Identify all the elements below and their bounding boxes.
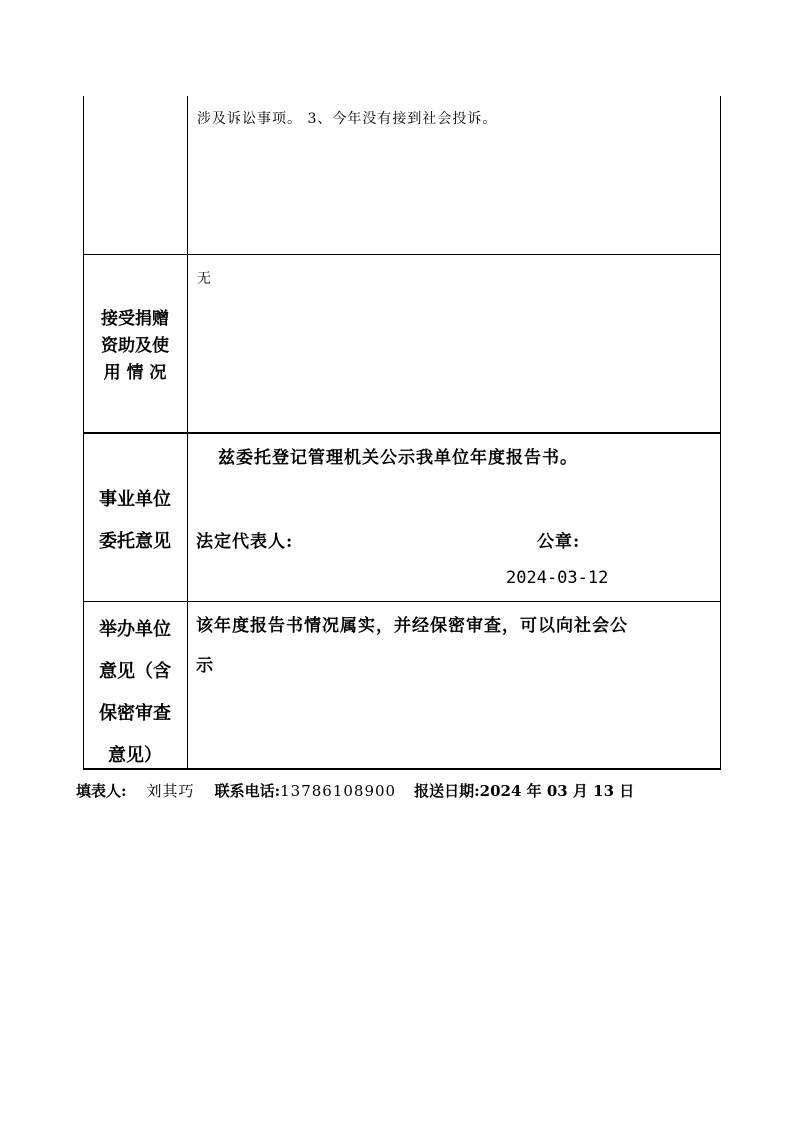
sponsor-label (83, 609, 187, 777)
litigation-content: 涉及诉讼事项。 3、今年没有接到社会投诉。 (197, 111, 498, 127)
sponsor-opinion-line: 示 (196, 656, 214, 676)
sponsor-label-line: 意见（含 (99, 661, 171, 682)
entrust-label-line: 事业单位 (99, 489, 171, 510)
row-divider (83, 432, 720, 434)
entrust-statement: 兹委托登记管理机关公示我单位年度报告书。 (218, 448, 578, 468)
report-footer (76, 780, 634, 801)
sponsor-label-line: 意见） (108, 745, 162, 766)
entrust-label (83, 479, 187, 563)
filler-label: 填表人: (76, 782, 127, 800)
phone-number: 13786108900 (280, 782, 397, 800)
entrust-date: 2024-03-12 (506, 568, 609, 588)
phone-label: 联系电话: (214, 782, 281, 800)
official-seal-label: 公章: (537, 532, 581, 552)
donation-content: 无 (197, 271, 212, 287)
filler-name: 刘其巧 (146, 782, 195, 800)
legal-representative-label: 法定代表人: (196, 532, 294, 552)
sponsor-label-line: 保密审查 (99, 703, 171, 724)
sponsor-label-line: 举办单位 (99, 619, 171, 640)
submission-date: 2024 年 03 月 13 日 (479, 782, 635, 800)
row-divider (83, 254, 720, 255)
submission-date-label: 报送日期: (414, 782, 480, 800)
donation-label-line: 用 情 况 (103, 363, 167, 383)
row-divider (83, 601, 720, 602)
donation-label (83, 306, 187, 387)
entrust-label-line: 委托意见 (99, 531, 171, 552)
donation-label-line: 接受捐赠 (101, 309, 169, 329)
donation-label-line: 资助及使 (101, 336, 169, 356)
sponsor-opinion-line: 该年度报告书情况属实，并经保密审查，可以向社会公 (196, 616, 628, 636)
